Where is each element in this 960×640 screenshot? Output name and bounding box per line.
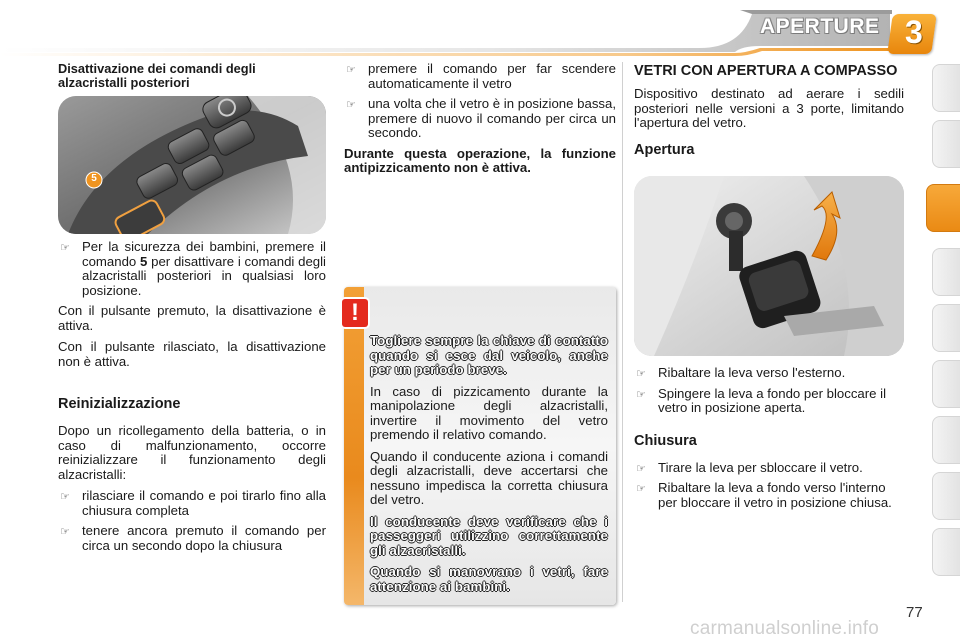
window-latch-illustration xyxy=(634,176,904,356)
warning-bold-text: Quando si manovrano i vetri, fare attenzione ai bambini. xyxy=(370,564,608,594)
paragraph: Con il pulsante rilasciato, la disattivazione non è attiva. xyxy=(58,339,326,369)
bullet-text: Per la sicurezza dei bambini, premere il comando xyxy=(82,239,326,269)
button-5-label: 5 xyxy=(91,173,97,184)
chapter-tabs xyxy=(926,64,960,580)
chapter-tab-9[interactable] xyxy=(932,528,960,576)
subsection-title-apertura: Apertura xyxy=(634,141,695,158)
paragraph: Con il pulsante premuto, la disattivazione è attiva. xyxy=(58,303,326,333)
bullet-text: rilasciare il comando e poi tirarlo fino alla chiusura completa xyxy=(82,488,326,518)
bullet-item xyxy=(634,461,904,476)
bullet-text: Tirare la leva per sbloccare il vetro. xyxy=(658,459,863,475)
pointing-finger-icon: ☞ xyxy=(636,482,646,495)
column-divider xyxy=(622,62,623,602)
bullet-item xyxy=(634,366,904,381)
bullet-text: per disattivare i comandi degli alzacristalli posteriori in qualsiasi loro posizione. xyxy=(82,253,326,298)
chapter-tab-7[interactable] xyxy=(932,416,960,464)
bullet-item xyxy=(634,387,904,416)
chapter-tab-5[interactable] xyxy=(932,304,960,352)
section-subhead: Disattivazione dei comandi degli alzacristalli posteriori xyxy=(58,61,256,90)
pointing-finger-icon: ☞ xyxy=(346,98,356,111)
watermark: carmanualsonline.info xyxy=(690,618,880,639)
warning-paragraph: In caso di pizzicamento durante la manipolazione degli alzacristalli, invertire il movimento del vetro premendo il relativo comando. xyxy=(370,383,608,442)
pointing-finger-icon: ☞ xyxy=(60,525,70,538)
window-switch-panel-icon xyxy=(58,96,326,234)
subsection-title-chiusura: Chiusura xyxy=(634,432,697,449)
section-title: VETRI CON APERTURA A COMPASSO xyxy=(634,63,898,79)
pointing-finger-icon: ☞ xyxy=(636,387,646,401)
bold-note: Durante questa operazione, la funzione antipizzicamento non è attiva. xyxy=(344,145,616,175)
bullet-item xyxy=(58,240,326,298)
chapter-number: 3 xyxy=(905,14,923,50)
warning-paragraph: Quando il conducente aziona i comandi degli alzacristalli, deve accertarsi che nessuno impedisca la corretta chiusura del vetro. xyxy=(370,448,608,507)
bullet-text: Ribaltare la leva a fondo verso l'interno per bloccare il vetro in posizione chiusa. xyxy=(658,480,892,510)
bullet-text: tenere ancora premuto il comando per circa un secondo dopo la chiusura xyxy=(82,523,326,553)
section-title: Reinizializzazione xyxy=(58,396,181,412)
chapter-tab-3-active[interactable] xyxy=(926,184,960,232)
window-latch-icon xyxy=(634,176,904,356)
bullet-item xyxy=(58,489,326,518)
bullet-text: Spingere la leva a fondo per bloccare il vetro in posizione aperta. xyxy=(658,385,886,415)
right-column-top xyxy=(634,62,904,167)
chapter-tab-8[interactable] xyxy=(932,472,960,520)
warning-text xyxy=(370,334,608,601)
chapter-title: APERTURE xyxy=(760,15,880,38)
bullet-text: Ribaltare la leva verso l'esterno. xyxy=(658,365,846,380)
chapter-tab-2[interactable] xyxy=(932,120,960,168)
pointing-finger-icon: ☞ xyxy=(60,241,70,254)
left-column-body xyxy=(58,240,326,376)
bullet-key: 5 xyxy=(140,253,148,269)
bullet-item xyxy=(634,481,904,510)
window-switch-panel-illustration xyxy=(58,96,326,234)
bullet-item xyxy=(58,524,326,553)
chapter-tab-1[interactable] xyxy=(932,64,960,112)
warning-exclamation-icon: ! xyxy=(342,299,368,327)
warning-bold-text: Togliere sempre la chiave di contatto quando si esce dal veicolo, anche per un periodo breve. xyxy=(370,333,608,377)
chapter-tab-6[interactable] xyxy=(932,360,960,408)
pointing-finger-icon: ☞ xyxy=(346,63,356,76)
left-column-top xyxy=(58,62,326,97)
pointing-finger-icon: ☞ xyxy=(636,461,646,475)
paragraph: Dispositivo destinato ad aerare i sedili posteriori nelle versioni a 3 porte, limitando l'apertura del vetro. xyxy=(634,86,904,130)
bullet-text: una volta che il vetro è in posizione bassa, premere di nuovo il comando per circa un secondo. xyxy=(368,96,616,140)
warning-stripe xyxy=(344,287,364,605)
bullet-item xyxy=(344,62,616,91)
warning-bold-text: Il conducente deve verificare che i passeggeri utilizzino correttamente gli alzacristalli. xyxy=(370,513,608,558)
chapter-tab-4[interactable] xyxy=(932,248,960,296)
middle-column xyxy=(344,62,616,183)
paragraph: Dopo un ricollegamento della batteria, o in caso di malfunzionamento, occorre reinizializzare il funzionamento degli alzacristalli: xyxy=(58,423,326,482)
bullet-text: premere il comando per far scendere automaticamente il vetro xyxy=(368,61,616,91)
left-column-reinit xyxy=(58,395,326,559)
bullet-item xyxy=(344,97,616,141)
page-number: 77 xyxy=(906,604,923,621)
pointing-finger-icon: ☞ xyxy=(636,367,646,380)
right-column-body xyxy=(634,366,904,516)
pointing-finger-icon: ☞ xyxy=(60,490,70,503)
